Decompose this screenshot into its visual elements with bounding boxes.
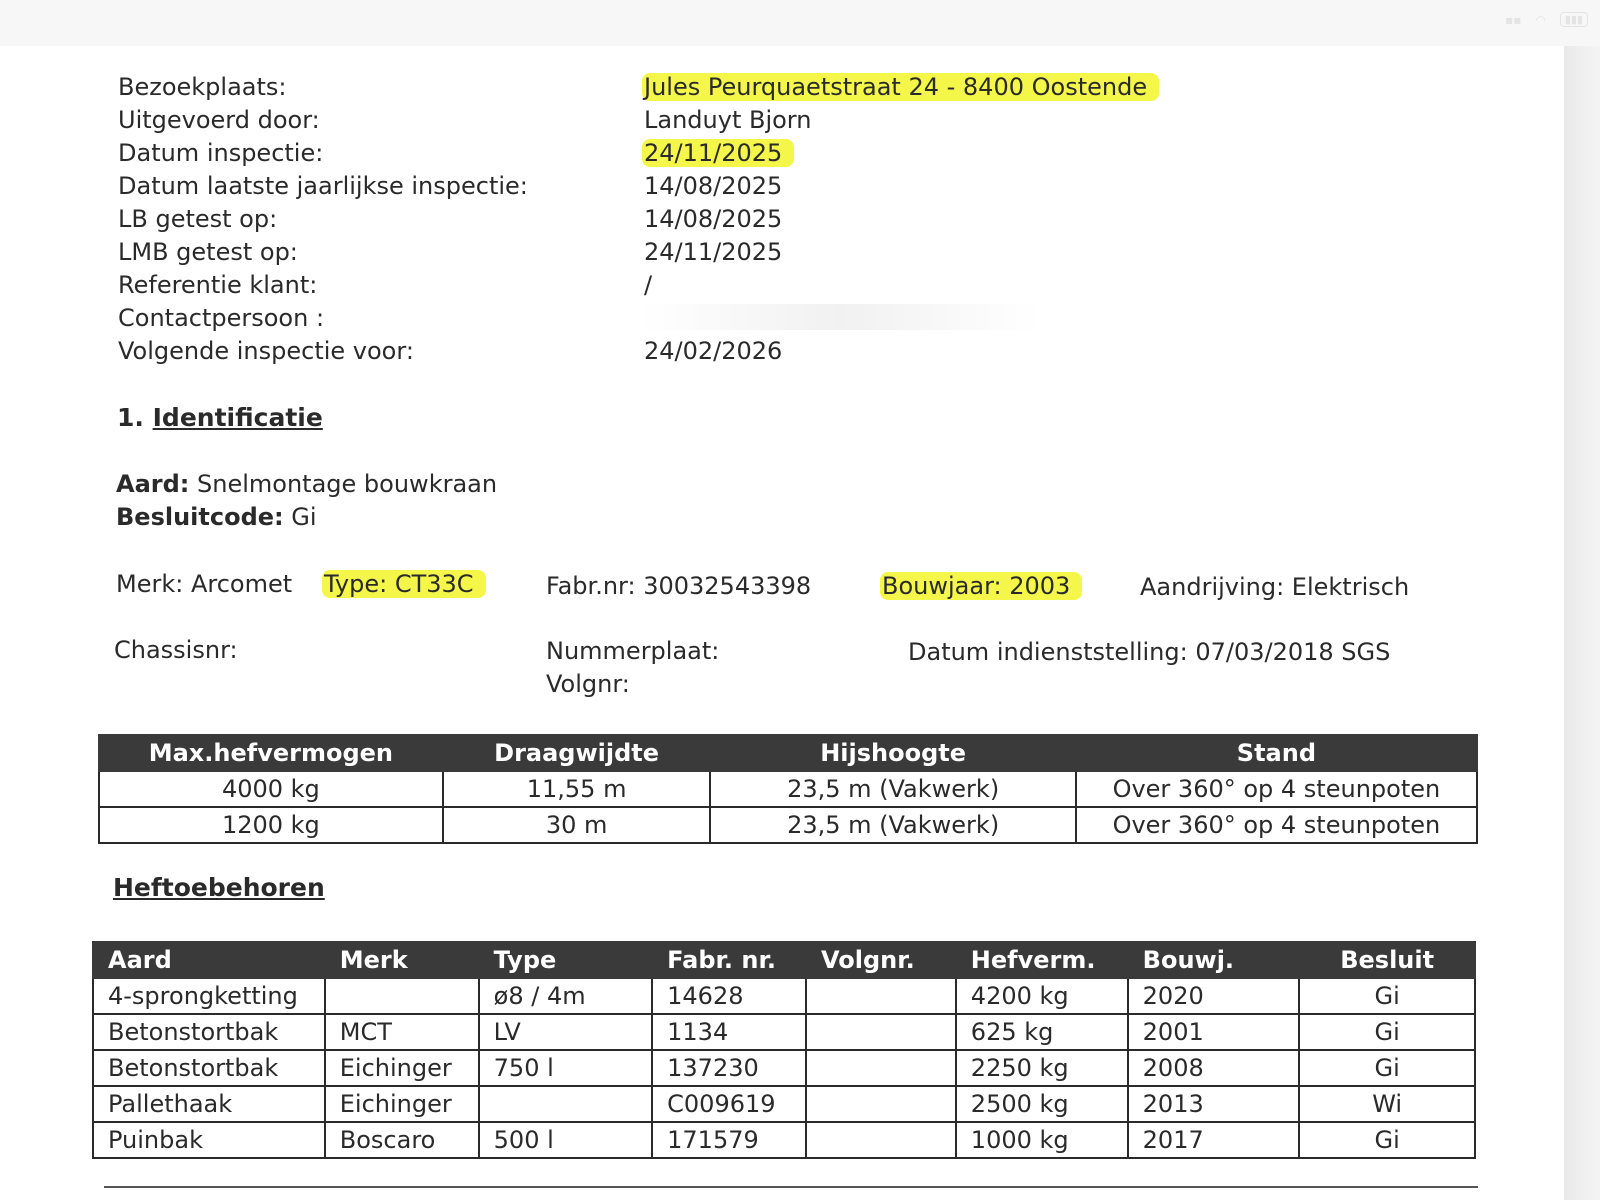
table-row (93, 1014, 1475, 1050)
table-cell: Boscaro (325, 1122, 479, 1158)
redacted-contact (640, 304, 1040, 330)
label-lmb-getest: LMB getest op: (118, 238, 298, 266)
battery-icon: ▮▮▮ (1560, 12, 1588, 27)
table-cell: 2017 (1128, 1122, 1300, 1158)
datum-indienststelling: Datum indienststelling: 07/03/2018 SGS (908, 638, 1391, 666)
header-bouwj: Bouwj. (1128, 942, 1300, 978)
table-cell: Betonstortbak (93, 1050, 325, 1086)
heftoebehoren-title (113, 873, 325, 902)
label-volgende-inspectie: Volgende inspectie voor: (118, 337, 414, 365)
aard-line (116, 469, 497, 499)
table-cell: 4200 kg (956, 978, 1128, 1014)
table-cell: 750 l (479, 1050, 652, 1086)
table-cell: 30 m (443, 807, 711, 843)
aard-label: Aard: (116, 470, 190, 498)
besluitcode-label: Besluitcode: (116, 503, 284, 531)
table-cell: Eichinger (325, 1050, 479, 1086)
table-row (93, 978, 1475, 1014)
table-cell: 2008 (1128, 1050, 1300, 1086)
table-cell (806, 978, 956, 1014)
table-cell: 500 l (479, 1122, 652, 1158)
table-cell: Gi (1299, 1050, 1475, 1086)
header-volgnr: Volgnr. (806, 942, 956, 978)
section-number: 1. (117, 403, 144, 432)
table-cell: 14628 (652, 978, 806, 1014)
label-bezoekplaats: Bezoekplaats: (118, 73, 287, 101)
section-identificatie-title (117, 403, 323, 432)
table-cell: Gi (1299, 1122, 1475, 1158)
label-lb-getest: LB getest op: (118, 205, 278, 233)
table-cell: Eichinger (325, 1086, 479, 1122)
table-row (99, 807, 1477, 843)
header-merk: Merk (325, 942, 479, 978)
table-cell: 11,55 m (443, 771, 711, 807)
header-besluit: Besluit (1299, 942, 1475, 978)
fabr-nr: Fabr.nr: 30032543398 (546, 572, 812, 600)
volgnr: Volgnr: (546, 670, 630, 698)
table-cell: Over 360° op 4 steunpoten (1076, 807, 1477, 843)
table-cell: 23,5 m (Vakwerk) (710, 807, 1075, 843)
heftoebehoren-title-text: Heftoebehoren (113, 873, 325, 902)
table-cell: 4-sprongketting (93, 978, 325, 1014)
table-cell: 1134 (652, 1014, 806, 1050)
table-cell (479, 1086, 652, 1122)
nummerplaat: Nummerplaat: (546, 637, 720, 665)
table-row (93, 1050, 1475, 1086)
signal-icon: ▪▪ (1505, 12, 1522, 27)
table-cell: Puinbak (93, 1122, 325, 1158)
bouwjaar: Bouwjaar: 2003 (880, 571, 1082, 601)
table-cell: MCT (325, 1014, 479, 1050)
wifi-icon: ◠ (1535, 12, 1546, 27)
table-cell: 137230 (652, 1050, 806, 1086)
table-cell: 171579 (652, 1122, 806, 1158)
heftoebehoren-table (92, 941, 1476, 1159)
table-row (93, 1086, 1475, 1122)
value-uitgevoerd-door: Landuyt Bjorn (644, 106, 812, 134)
table-cell: Over 360° op 4 steunpoten (1076, 771, 1477, 807)
table-cell (806, 1014, 956, 1050)
type: Type: CT33C (322, 569, 486, 599)
besluitcode-value: Gi (291, 503, 317, 531)
value-bezoekplaats: Jules Peurquaetstraat 24 - 8400 Oostende (642, 72, 1159, 102)
table-row (99, 771, 1477, 807)
value-lmb-getest: 24/11/2025 (644, 238, 783, 266)
table-cell: 23,5 m (Vakwerk) (710, 771, 1075, 807)
merk: Merk: Arcomet (116, 570, 293, 598)
section-title-text: Identificatie (152, 403, 323, 432)
aandrijving: Aandrijving: Elektrisch (1140, 573, 1410, 601)
table-cell: 2500 kg (956, 1086, 1128, 1122)
header-stand: Stand (1076, 735, 1477, 771)
table-cell: Betonstortbak (93, 1014, 325, 1050)
value-volgende-inspectie: 24/02/2026 (644, 337, 783, 365)
besluitcode-line (116, 502, 317, 532)
table-cell: Pallethaak (93, 1086, 325, 1122)
header-draagwijdte: Draagwijdte (443, 735, 711, 771)
label-referentie-klant: Referentie klant: (118, 271, 318, 299)
label-datum-inspectie: Datum inspectie: (118, 139, 324, 167)
table-cell: 2020 (1128, 978, 1300, 1014)
table-cell: 2250 kg (956, 1050, 1128, 1086)
chassisnr: Chassisnr: (114, 636, 238, 664)
value-datum-laatste-inspectie: 14/08/2025 (644, 172, 783, 200)
table-cell: 625 kg (956, 1014, 1128, 1050)
label-datum-laatste-inspectie: Datum laatste jaarlijkse inspectie: (118, 172, 528, 200)
header-max-hefvermogen: Max.hefvermogen (99, 735, 443, 771)
header-aard: Aard (93, 942, 325, 978)
table-cell: 4000 kg (99, 771, 443, 807)
label-contactpersoon: Contactpersoon : (118, 304, 325, 332)
aard-value: Snelmontage bouwkraan (197, 470, 498, 498)
value-lb-getest: 14/08/2025 (644, 205, 783, 233)
capacity-header-row (99, 735, 1477, 771)
header-hefverm: Hefverm. (956, 942, 1128, 978)
table-cell (806, 1086, 956, 1122)
table-cell (325, 978, 479, 1014)
table-cell: Gi (1299, 978, 1475, 1014)
table-row (93, 1122, 1475, 1158)
capacity-table (98, 734, 1478, 844)
table-cell (806, 1050, 956, 1086)
status-bar (0, 0, 1600, 46)
table-cell (806, 1122, 956, 1158)
table-cell: C009619 (652, 1086, 806, 1122)
table-cell: ø8 / 4m (479, 978, 652, 1014)
table-cell: 1200 kg (99, 807, 443, 843)
value-referentie-klant: / (644, 271, 653, 299)
status-icons (1505, 12, 1588, 27)
table-cell: 2013 (1128, 1086, 1300, 1122)
heftoebehoren-header-row (93, 942, 1475, 978)
table-cell: Wi (1299, 1086, 1475, 1122)
table-cell: 2001 (1128, 1014, 1300, 1050)
bottom-divider (104, 1186, 1478, 1188)
page-edge (1564, 46, 1600, 1200)
table-cell: LV (479, 1014, 652, 1050)
label-uitgevoerd-door: Uitgevoerd door: (118, 106, 320, 134)
header-fabr-nr: Fabr. nr. (652, 942, 806, 978)
table-cell: Gi (1299, 1014, 1475, 1050)
table-cell: 1000 kg (956, 1122, 1128, 1158)
value-datum-inspectie: 24/11/2025 (642, 138, 794, 168)
header-hijshoogte: Hijshoogte (710, 735, 1075, 771)
header-type: Type (479, 942, 652, 978)
